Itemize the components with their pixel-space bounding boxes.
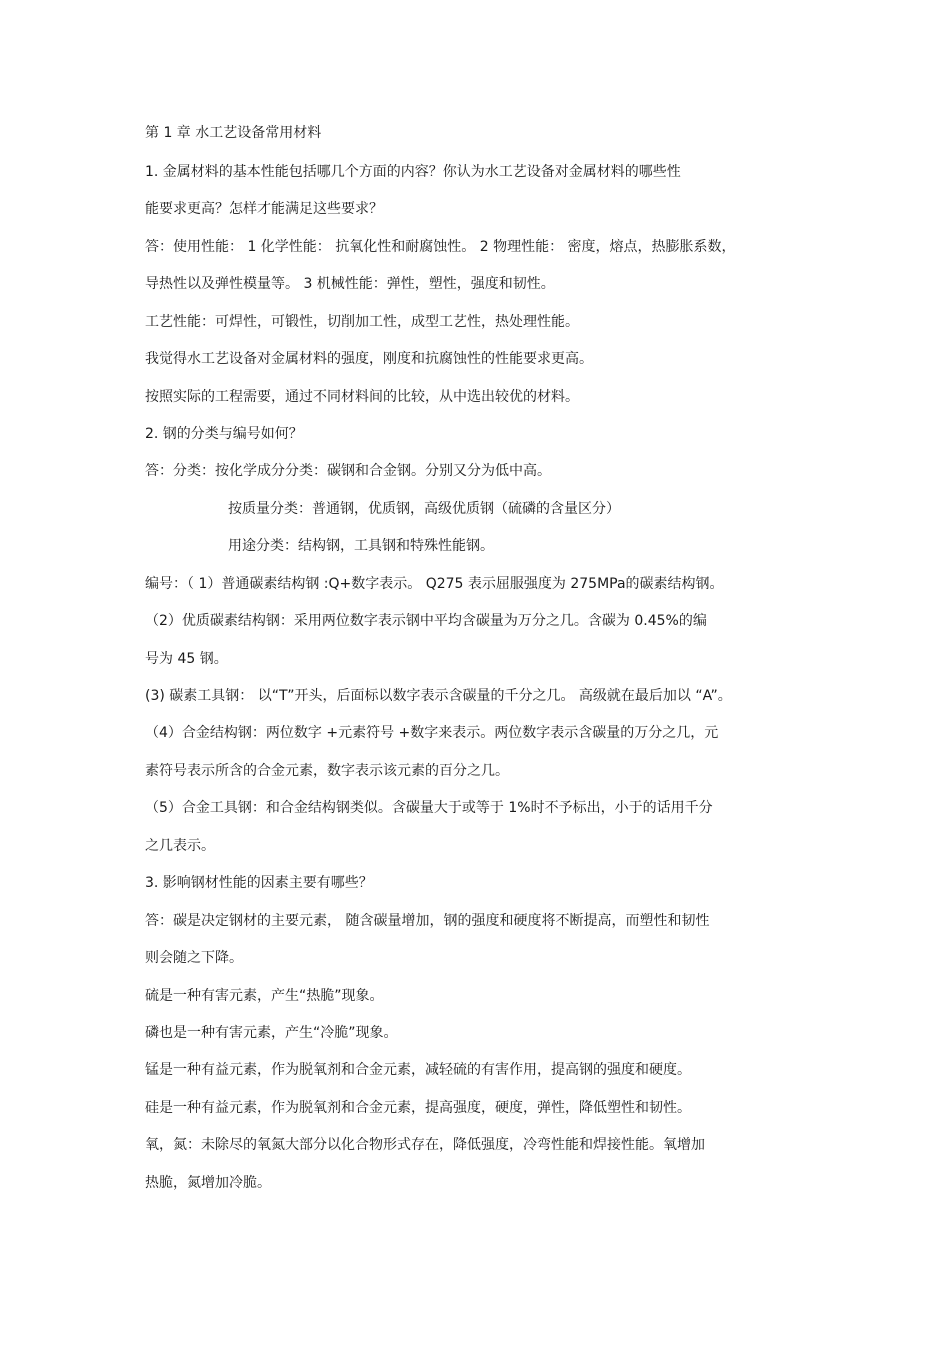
answer-1-line-3: 工艺性能：可焊性，可锻性，切削加工性，成型工艺性，热处理性能。 (145, 314, 579, 330)
answer-3-line-4: 磷也是一种有害元素，产生“冷脆”现象。 (145, 1025, 398, 1041)
answer-3-line-8: 热脆，氮增加冷脆。 (145, 1175, 271, 1191)
answer-2-line-5: （2）优质碳素结构钢：采用两位数字表示钢中平均含碳量为万分之几。含碳为 0.45%的编 (145, 613, 707, 629)
question-1-cont: 能要求更高？怎样才能满足这些要求？ (145, 201, 383, 217)
answer-2-line-10: （5）合金工具钢：和合金结构钢类似。含碳量大于或等于 1%时不予标出，小于的话用千分 (145, 800, 713, 816)
answer-1-line-4: 我觉得水工艺设备对金属材料的强度，刚度和抗腐蚀性的性能要求更高。 (145, 351, 593, 367)
answer-2-line-2: 按质量分类：普通钢，优质钢，高级优质钢（硫磷的含量区分） (228, 501, 620, 517)
answer-2-line-6: 号为 45 钢。 (145, 651, 228, 667)
answer-1-line-1: 答：使用性能： 1 化学性能： 抗氧化性和耐腐蚀性。 2 物理性能： 密度，熔点，热膨胀系数， (145, 239, 736, 255)
answer-3-line-6: 硅是一种有益元素，作为脱氧剂和合金元素，提高强度，硬度，弹性，降低塑性和韧性。 (145, 1100, 691, 1116)
answer-3-line-3: 硫是一种有害元素，产生“热脆”现象。 (145, 988, 384, 1004)
chapter-title: 第 1 章 水工艺设备常用材料 (145, 125, 322, 141)
answer-2-line-8: （4）合金结构钢：两位数字 +元素符号 +数字来表示。两位数字表示含碳量的万分之几，元 (145, 725, 719, 741)
answer-1-line-2: 导热性以及弹性模量等。 3 机械性能：弹性，塑性，强度和韧性。 (145, 276, 555, 292)
answer-2-line-3: 用途分类：结构钢，工具钢和特殊性能钢。 (228, 538, 494, 554)
answer-2-line-11: 之几表示。 (145, 838, 215, 854)
answer-2-line-4: 编号：（ 1）普通碳素结构钢 :Q+数字表示。 Q275 表示屈服强度为 275MPa的碳素结构钢。 (145, 576, 724, 592)
question-3: 3. 影响钢材性能的因素主要有哪些？ (145, 875, 373, 891)
question-1: 1. 金属材料的基本性能包括哪几个方面的内容？你认为水工艺设备对金属材料的哪些性 (145, 164, 681, 180)
answer-3-line-7: 氧，氮：未除尽的氧氮大部分以化合物形式存在，降低强度，冷弯性能和焊接性能。氧增加 (145, 1137, 705, 1153)
answer-1-line-5: 按照实际的工程需要，通过不同材料间的比较，从中选出较优的材料。 (145, 389, 579, 405)
answer-2-line-7: (3) 碳素工具钢： 以“T”开头，后面标以数字表示含碳量的千分之几。 高级就在最后加以 “A”。 (145, 688, 732, 704)
answer-3-line-1: 答：碳是决定钢材的主要元素， 随含碳量增加，钢的强度和硬度将不断提高，而塑性和韧性 (145, 913, 710, 929)
answer-3-line-2: 则会随之下降。 (145, 950, 243, 966)
answer-3-line-5: 锰是一种有益元素，作为脱氧剂和合金元素，减轻硫的有害作用，提高钢的强度和硬度。 (145, 1062, 691, 1078)
answer-2-line-9: 素符号表示所含的合金元素，数字表示该元素的百分之几。 (145, 763, 509, 779)
question-2: 2. 钢的分类与编号如何？ (145, 426, 303, 442)
answer-2-line-1: 答：分类：按化学成分分类：碳钢和合金钢。分别又分为低中高。 (145, 463, 551, 479)
